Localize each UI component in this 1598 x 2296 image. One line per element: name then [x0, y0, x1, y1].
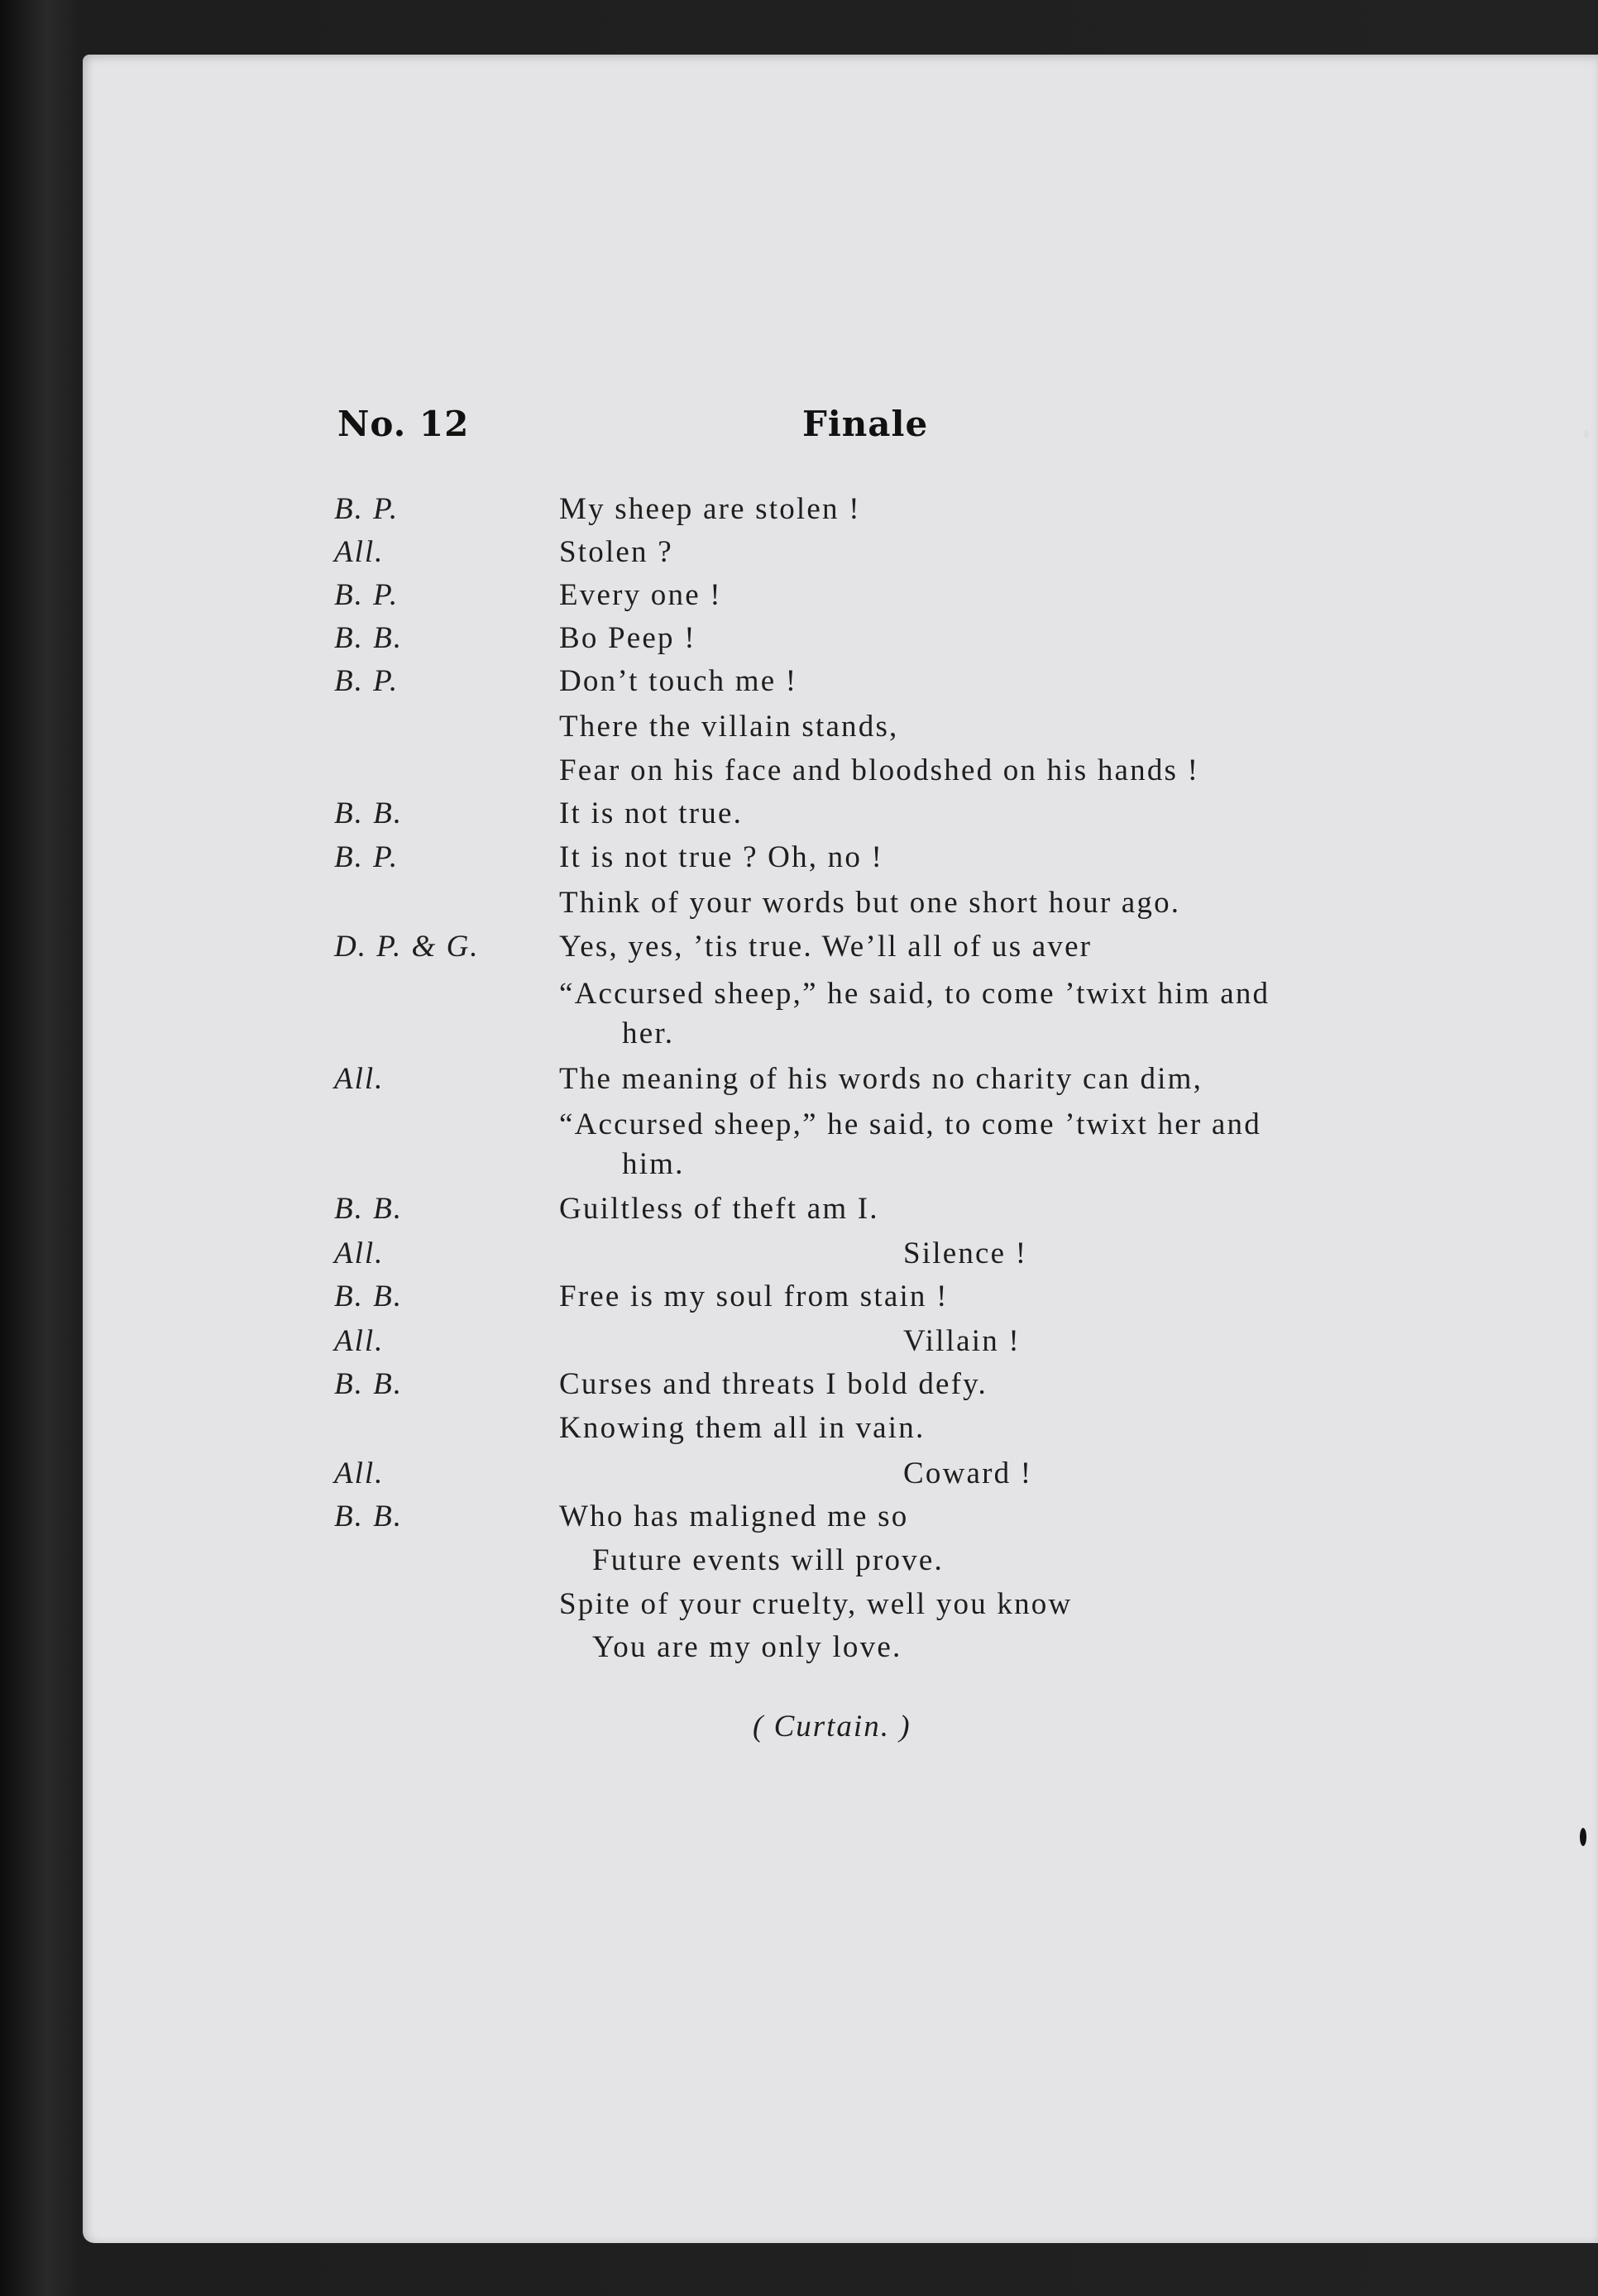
page-title: Finale	[802, 404, 929, 444]
line-text: Villain !	[903, 1324, 1021, 1358]
speaker-label: B. B.	[334, 1280, 403, 1313]
dialogue-line	[0, 709, 1598, 752]
line-text: It is not true ? Oh, no !	[559, 840, 884, 874]
line-text: Knowing them all in vain.	[559, 1411, 926, 1445]
dialogue-line	[0, 1456, 1598, 1499]
dialogue-line	[0, 1499, 1598, 1542]
dialogue-line	[0, 1586, 1598, 1629]
line-text: Yes, yes, ’tis true. We’ll all of us aver	[559, 930, 1093, 964]
dialogue-line	[0, 885, 1598, 928]
speaker-label: B. B.	[334, 1367, 403, 1401]
line-text: My sheep are stolen !	[559, 492, 861, 526]
speaker-label: B. B.	[334, 1500, 403, 1533]
dialogue-line	[0, 663, 1598, 706]
line-text: You are my only love.	[592, 1630, 902, 1664]
speaker-label: All.	[334, 1457, 385, 1490]
line-text: Curses and threats I bold defy.	[559, 1367, 988, 1401]
speaker-label: B. P.	[334, 492, 400, 526]
dialogue-line	[0, 976, 1598, 1019]
speaker-label: All.	[334, 1324, 385, 1358]
speaker-label: B. B.	[334, 1192, 403, 1226]
line-text: Think of your words but one short hour ago.	[559, 886, 1181, 920]
dialogue-line	[0, 577, 1598, 620]
line-text: Bo Peep !	[559, 621, 696, 655]
line-text: Don’t touch me !	[559, 664, 798, 698]
line-text: Coward !	[903, 1457, 1033, 1490]
line-text: Stolen ?	[559, 535, 673, 569]
dialogue-line	[0, 1236, 1598, 1279]
speaker-label: All.	[334, 1236, 385, 1270]
speaker-label: B. B.	[334, 796, 403, 830]
speaker-label: D. P. & G.	[334, 930, 480, 964]
speaker-label: All.	[334, 535, 385, 569]
dialogue-line	[0, 839, 1598, 883]
dialogue-line	[0, 1146, 1598, 1189]
line-text: Every one !	[559, 578, 722, 612]
dialogue-line	[0, 929, 1598, 972]
speaker-label: All.	[334, 1062, 385, 1096]
stage-direction: ( Curtain. )	[753, 1710, 911, 1744]
section-number: No. 12	[337, 404, 470, 444]
scan-speck	[1584, 430, 1589, 438]
speaker-label: B. B.	[334, 621, 403, 655]
line-text: “Accursed sheep,” he said, to come ’twixt her and	[559, 1107, 1261, 1141]
line-text: Silence !	[903, 1236, 1028, 1270]
dialogue-line	[0, 796, 1598, 839]
line-text: Free is my soul from stain !	[559, 1280, 949, 1313]
dialogue-line	[0, 1016, 1598, 1059]
speaker-label: B. P.	[334, 664, 400, 698]
dialogue-line	[0, 1061, 1598, 1104]
line-text: It is not true.	[559, 796, 744, 830]
line-text: There the villain stands,	[559, 710, 899, 744]
dialogue-line	[0, 1366, 1598, 1409]
line-text: her.	[622, 1016, 675, 1050]
line-text: The meaning of his words no charity can dim,	[559, 1062, 1203, 1096]
dialogue-line	[0, 1107, 1598, 1150]
dialogue-line	[0, 620, 1598, 663]
line-text: Who has maligned me so	[559, 1500, 909, 1533]
dialogue-line	[0, 491, 1598, 534]
speaker-label: B. P.	[334, 578, 400, 612]
line-text: “Accursed sheep,” he said, to come ’twixt him and	[559, 977, 1270, 1011]
dialogue-line	[0, 1410, 1598, 1453]
line-text: Fear on his face and bloodshed on his hands !	[559, 753, 1200, 787]
dialogue-line	[0, 1191, 1598, 1234]
dialogue-line	[0, 1279, 1598, 1322]
speaker-label: B. P.	[334, 840, 400, 874]
dialogue-line	[0, 1323, 1598, 1366]
line-text: him.	[622, 1147, 685, 1181]
dialogue-line	[0, 753, 1598, 796]
scan-speck	[1580, 1828, 1586, 1846]
dialogue-line	[0, 1629, 1598, 1672]
dialogue-line	[0, 1543, 1598, 1586]
line-text: Guiltless of theft am I.	[559, 1192, 879, 1226]
line-text: Future events will prove.	[592, 1543, 944, 1577]
line-text: Spite of your cruelty, well you know	[559, 1587, 1073, 1621]
dialogue-line	[0, 534, 1598, 577]
